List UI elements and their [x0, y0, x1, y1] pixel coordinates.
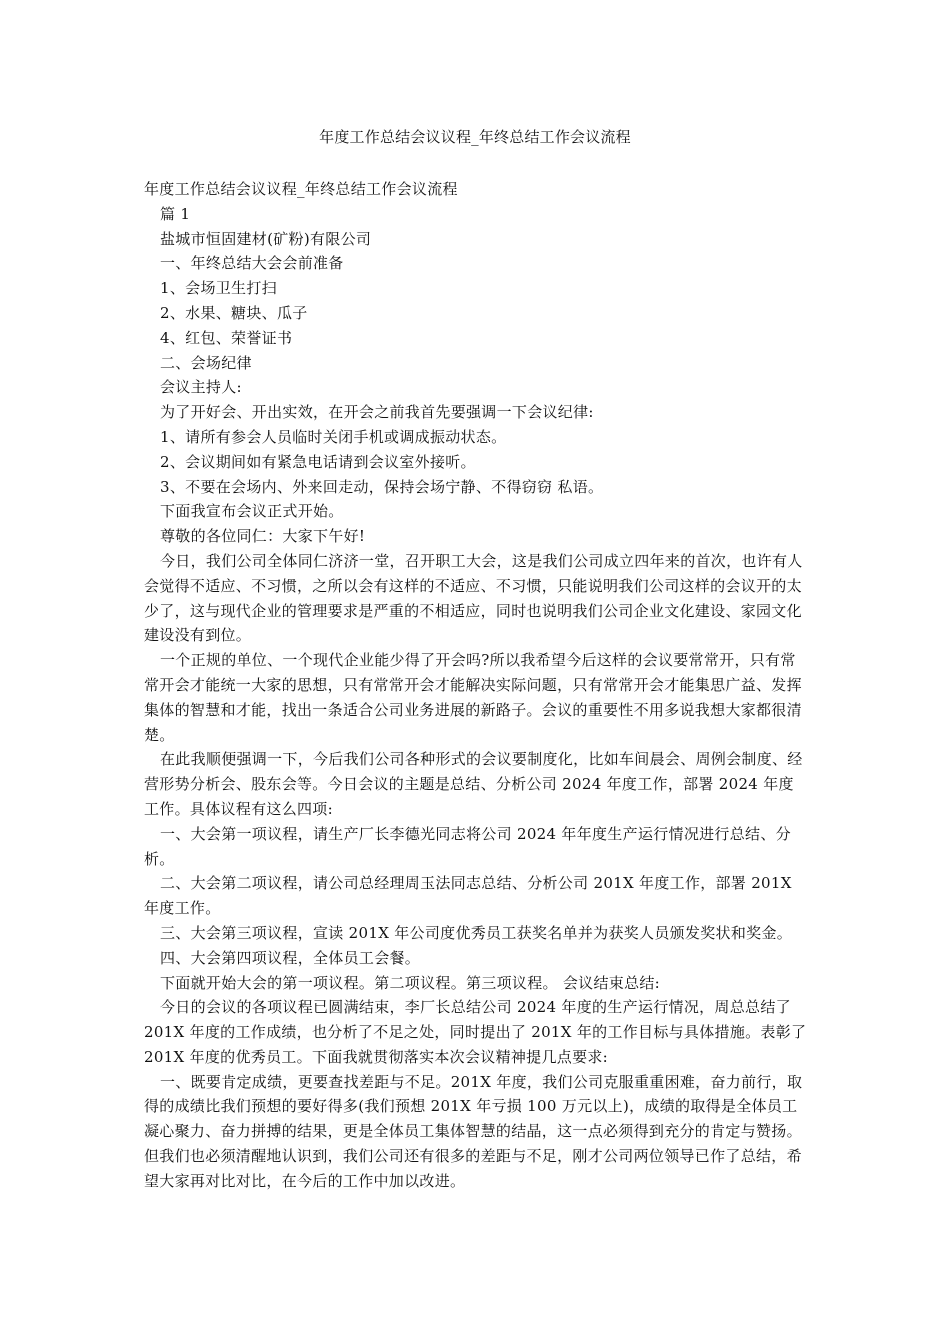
body-paragraph: 一、年终总结大会会前准备 — [160, 254, 344, 273]
body-paragraph: 今日，我们公司全体同仁济济一堂，召开职工大会，这是我们公司成立四年来的首次，也许有人会觉得不适应、不习惯，之所以会有这样的不适应、不习惯，只能说明我们公司这样的会议开的太少了，这与现代企业的管理要求是严重的不相适应，同时也说明我们公司企业文化建设、家园文化建设没有到位。 — [144, 551, 803, 645]
body-paragraph: 二、会场纪律 — [160, 353, 252, 372]
body-paragraph: 篇 1 — [160, 204, 191, 223]
body-heading: 年度工作总结会议议程_年终总结工作会议流程 — [144, 180, 458, 198]
body-paragraph: 2、水果、糖块、瓜子 — [160, 303, 308, 322]
body-paragraph: 下面我宣布会议正式开始。 — [160, 502, 344, 521]
body-paragraph: 为了开好会、开出实效，在开会之前我首先要强调一下会议纪律: — [160, 403, 594, 422]
body-paragraph: 三、大会第三项议程，宣读 201X 年公司度优秀员工获奖名单并为获奖人员颁发奖状和奖金。 — [160, 923, 793, 942]
body-paragraph: 1、请所有参会人员临时关闭手机或调成振动状态。 — [160, 427, 507, 446]
body-paragraph: 尊敬的各位同仁：大家下午好! — [160, 527, 366, 546]
document-title: 年度工作总结会议议程_年终总结工作会议流程 — [319, 128, 631, 146]
body-paragraph: 一、既要肯定成绩，更要查找差距与不足。201X 年度，我们公司克服重重困难，奋力前行，取得的成绩比我们预想的要好得多(我们预想 201X 年亏损 100 万元以上)，成绩的取得是全体员工凝心聚力、奋力拼搏的结果，更是全体员工集体智慧的结晶，这一点必须得到充分的肯定与赞扬。但我们也必须清醒地认识到，我们公司还有很多的差距与不足，刚才公司两位领导已作了总结，希望大家再对比对比，在今后的工作中加以改进。 — [144, 1072, 803, 1190]
body-paragraph: 1、会场卫生打扫 — [160, 279, 277, 298]
body-paragraph: 会议主持人: — [160, 378, 242, 397]
body-paragraph: 一、大会第一项议程，请生产厂长李德光同志将公司 2024 年年度生产运行情况进行总结、分析。 — [144, 824, 791, 868]
body-paragraph: 盐城市恒固建材(矿粉)有限公司 — [160, 229, 372, 248]
body-paragraph: 一个正规的单位、一个现代企业能少得了开会吗?所以我希望今后这样的会议要常常开，只有常常开会才能统一大家的思想，只有常常开会才能解决实际问题，只有常常开会才能集思广益、发挥集体的智慧和才能，找出一条适合公司业务进展的新路子。会议的重要性不用多说我想大家都很清楚。 — [144, 651, 802, 744]
body-paragraph: 四、大会第四项议程，全体员工会餐。 — [160, 948, 421, 967]
body-paragraph: 下面就开始大会的第一项议程。第二项议程。第三项议程。 会议结束总结: — [160, 973, 661, 992]
body-paragraph: 2、会议期间如有紧急电话请到会议室外接听。 — [160, 452, 476, 471]
body-paragraph: 4、红包、荣誉证书 — [160, 328, 293, 347]
body-paragraph: 3、不要在会场内、外来回走动，保持会场宁静、不得窃窃 私语。 — [160, 477, 604, 496]
body-paragraph: 二、大会第二项议程，请公司总经理周玉法同志总结、分析公司 201X 年度工作，部署 201X 年度工作。 — [144, 874, 792, 918]
body-paragraph: 在此我顺便强调一下，今后我们公司各种形式的会议要制度化，比如车间晨会、周例会制度、经营形势分析会、股东会等。今日会议的主题是总结、分析公司 2024 年度工作，部署 2024 年度工作。具体议程有这么四项: — [144, 750, 803, 818]
document-body — [144, 177, 809, 1194]
body-paragraph: 今日的会议的各项议程已圆满结束，李厂长总结公司 2024 年度的生产运行情况，周总总结了 201X 年度的工作成绩，也分析了不足之处，同时提出了 201X 年的工作目标与具体措施。表彰了 201X 年度的优秀员工。下面我就贯彻落实本次会议精神提几点要求: — [144, 998, 807, 1066]
